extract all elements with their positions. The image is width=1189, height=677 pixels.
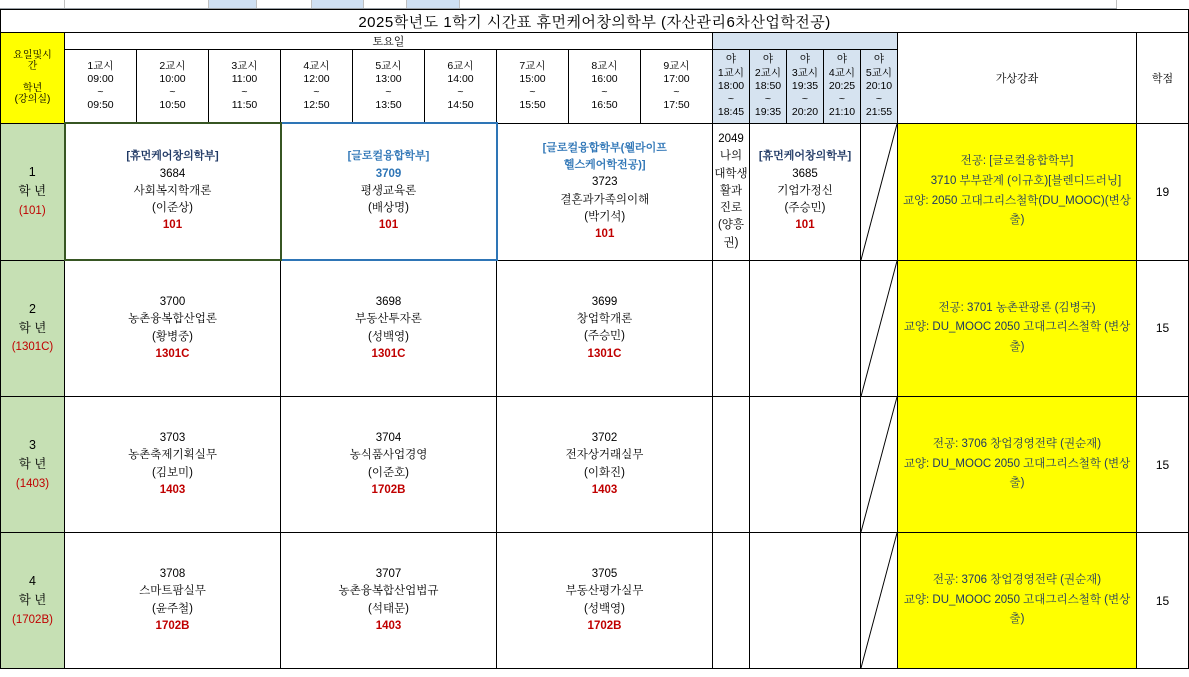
grade-number-1: 1 [28,165,36,180]
virtual-note-line: 전공: 3706 창업경영전략 (권순재) [932,574,1102,587]
grade-label-2: 학 년 [18,320,47,335]
class-prof: (주승민) [584,330,625,343]
class-room: 1403 [591,483,618,496]
period-header-3: 3교시 11:00 ~ 11:50 [209,50,281,124]
strip-seg [257,0,312,8]
class-prof: (이준호) [368,466,409,479]
table-row [1,397,1189,533]
empty-slot-diagonal [861,397,898,533]
empty-slot [713,397,750,533]
day-header-night [713,33,898,50]
class-prof: (황병중) [152,330,193,343]
class-name: 결혼과가족의이해 [560,193,650,206]
class-name: 기업가정신 [777,184,833,197]
class-code: 3685 [792,167,818,180]
class-dept: [글로컬융합학부] [347,150,430,163]
class-name: 부동산투자론 [355,313,422,326]
page-title: 2025학년도 1학기 시간표 휴먼케어창의학부 (자산관리6차산업학전공) [1,10,1189,33]
virtual-note-line: 교양: DU_MOOC 2050 고대그리스철학 (변상출) [903,457,1131,490]
empty-slot [713,260,750,397]
col-header-virtual: 가상강좌 [898,33,1137,124]
day-header-row [1,33,1189,50]
class-name: 전자상거래실무 [565,449,644,462]
credit-value: 15 [1137,260,1189,397]
spreadsheet-column-strip [0,0,1117,9]
credit-value: 15 [1137,397,1189,533]
virtual-notes-cell [898,260,1137,397]
period-header-6: 6교시 14:00 ~ 14:50 [425,50,497,124]
class-code: 3699 [591,295,618,308]
class-name: 사회복지학개론 [133,184,212,197]
empty-slot [713,533,750,669]
virtual-note-line: 전공: [글로컬융합학부] [960,155,1074,168]
class-name-3: 진로 [719,202,743,215]
class-name: 스마트팜실무 [139,585,206,598]
grade-number-4: 4 [29,574,36,589]
period-header-7: 7교시 15:00 ~ 15:50 [497,50,569,124]
table-row [1,260,1189,397]
class-prof: (성백영) [368,330,409,343]
class-name: 나의 [719,150,743,163]
corner-line-1: 요일및시 [13,49,52,61]
title-row [1,10,1189,33]
class-code: 3708 [159,568,186,580]
corner-label [1,33,65,124]
table-row [1,533,1189,669]
virtual-note-line: 교양: 2050 고대그리스철학(DU_MOOC)(변상출) [903,194,1131,227]
class-room: 1702B [155,619,190,632]
class-cell [65,123,281,260]
corner-line-2: 간 [27,61,38,73]
virtual-note-line: 교양: DU_MOOC 2050 고대그리스철학 (변상출) [903,321,1131,354]
class-name: 창업학개론 [576,313,633,325]
grade-room-3: (1403) [15,477,50,490]
class-name: 농촌융복합산업론 [128,313,217,326]
class-cell [281,533,497,669]
period-header-night-1: 야 1교시 18:00 ~ 18:45 [713,50,750,124]
grade-number-2: 2 [29,301,36,316]
class-code: 3700 [159,296,186,308]
grade-number-3: 3 [29,438,36,453]
class-prof: (박기석) [584,210,626,223]
strip-seg-selected [209,0,258,8]
class-name: 농식품사업경영 [349,449,428,462]
class-code: 3723 [591,176,618,189]
period-header-night-3: 야 3교시 19:35 ~ 20:20 [787,50,824,124]
class-cell [281,123,497,260]
strip-seg [364,0,407,8]
class-cell [497,397,713,533]
empty-slot [750,397,861,533]
empty-slot-diagonal [861,123,898,260]
class-cell [281,260,497,397]
class-code: 3707 [375,568,402,580]
class-code: 3704 [375,432,402,444]
empty-slot-diagonal [861,260,898,397]
class-dept: [휴먼케어창의학부] [126,150,219,163]
class-code: 3705 [591,568,618,580]
class-room: 101 [595,228,615,240]
class-cell [497,123,713,260]
class-cell [65,260,281,397]
credit-value: 15 [1137,533,1189,669]
grade-label-1: 학 년 [18,183,47,198]
virtual-notes-cell [898,397,1137,533]
strip-seg [65,0,209,8]
class-dept-line2: 헬스케어학전공)] [563,159,646,171]
class-room: 1702B [371,483,406,496]
strip-seg [460,0,1117,8]
class-cell [497,533,713,669]
class-cell [65,533,281,669]
period-header-2: 2교시 10:00 ~ 10:50 [137,50,209,124]
period-header-5: 5교시 13:00 ~ 13:50 [353,50,425,124]
class-dept: [휴먼케어창의학부] [758,150,852,163]
class-code: 3702 [591,432,618,444]
virtual-note-line: 전공: 3701 농촌관광론 (김병국) [938,301,1096,314]
period-header-4: 4교시 12:00 ~ 12:50 [281,50,353,124]
virtual-note-line: 교양: DU_MOOC 2050 고대그리스철학 (변상출) [903,593,1131,626]
class-room: 1702B [587,619,622,632]
class-prof: (석태문) [368,602,409,615]
class-room: 1403 [159,483,186,496]
grade-label-4: 학 년 [18,592,47,607]
class-prof: (윤주철) [152,602,193,615]
grade-label-3: 학 년 [18,456,47,471]
empty-slot [750,533,861,669]
class-room: 1403 [375,619,402,632]
class-prof: (김보미) [152,466,193,479]
class-room: 101 [162,219,183,232]
class-name: 농촌융복합산업법규 [338,585,439,598]
period-header-night-2: 야 2교시 18:50 ~ 19:35 [750,50,787,124]
class-prof: (양흥권) [717,219,745,249]
class-room: 1301C [155,347,190,360]
class-code: 3684 [159,167,186,180]
strip-seg-selected [312,0,365,8]
table-row [1,123,1189,260]
class-prof: (이준상) [152,202,193,215]
class-prof: (이화진) [584,466,625,479]
class-name: 부동산평가실무 [565,585,644,598]
class-cell-narrow [713,123,750,260]
class-code: 3703 [159,432,186,444]
strip-seg-selected [407,0,460,8]
class-prof: (배상명) [368,202,409,215]
grade-room-4: (1702B) [12,613,53,626]
period-header-night-5: 야 5교시 20:10 ~ 21:55 [861,50,898,124]
grade-cell-2 [1,260,65,397]
virtual-notes-cell [898,123,1137,260]
class-code: 3698 [375,296,402,308]
class-cell [65,397,281,533]
class-name-2: 대학생활과 [714,167,748,197]
grade-room-2: (1301C) [11,341,54,354]
class-cell [497,260,713,397]
class-dept: [글로컬융합학부(웰라이프 [542,141,667,154]
class-name: 평생교육론 [360,184,417,197]
empty-slot [750,260,861,397]
period-header-8: 8교시 16:00 ~ 16:50 [569,50,641,124]
grade-cell-1 [1,123,65,260]
class-code: 3709 [375,167,402,180]
class-cell [281,397,497,533]
class-name: 농촌축제기획실무 [128,449,217,462]
corner-line-3: 학년 [22,82,43,94]
class-room: 101 [795,219,815,232]
period-header-9: 9교시 17:00 ~ 17:50 [641,50,713,124]
class-room: 101 [378,219,399,232]
grade-cell-3 [1,397,65,533]
strip-seg [0,0,65,8]
credit-value: 19 [1137,123,1189,260]
class-prof: (주승민) [784,202,826,215]
class-code: 2049 [718,133,744,146]
virtual-notes-cell [898,533,1137,669]
period-header-1: 1교시 09:00 ~ 09:50 [65,50,137,124]
class-prof: (성백영) [584,602,625,615]
period-header-night-4: 야 4교시 20:25 ~ 21:10 [824,50,861,124]
virtual-note-line: 3710 부부관계 (이규호)[블렌디드러닝] [930,174,1122,187]
class-cell [750,123,861,260]
virtual-note-line: 전공: 3706 창업경영전략 (권순재) [932,438,1102,451]
grade-cell-4 [1,533,65,669]
grade-room-1: (101) [18,204,46,217]
timetable [0,9,1189,669]
class-room: 1301C [371,347,406,360]
col-header-credit: 학점 [1137,33,1189,124]
class-room: 1301C [587,347,622,360]
corner-line-4: (강의실) [14,94,51,106]
empty-slot-diagonal [861,533,898,669]
day-header-saturday: 토요일 [65,33,713,50]
